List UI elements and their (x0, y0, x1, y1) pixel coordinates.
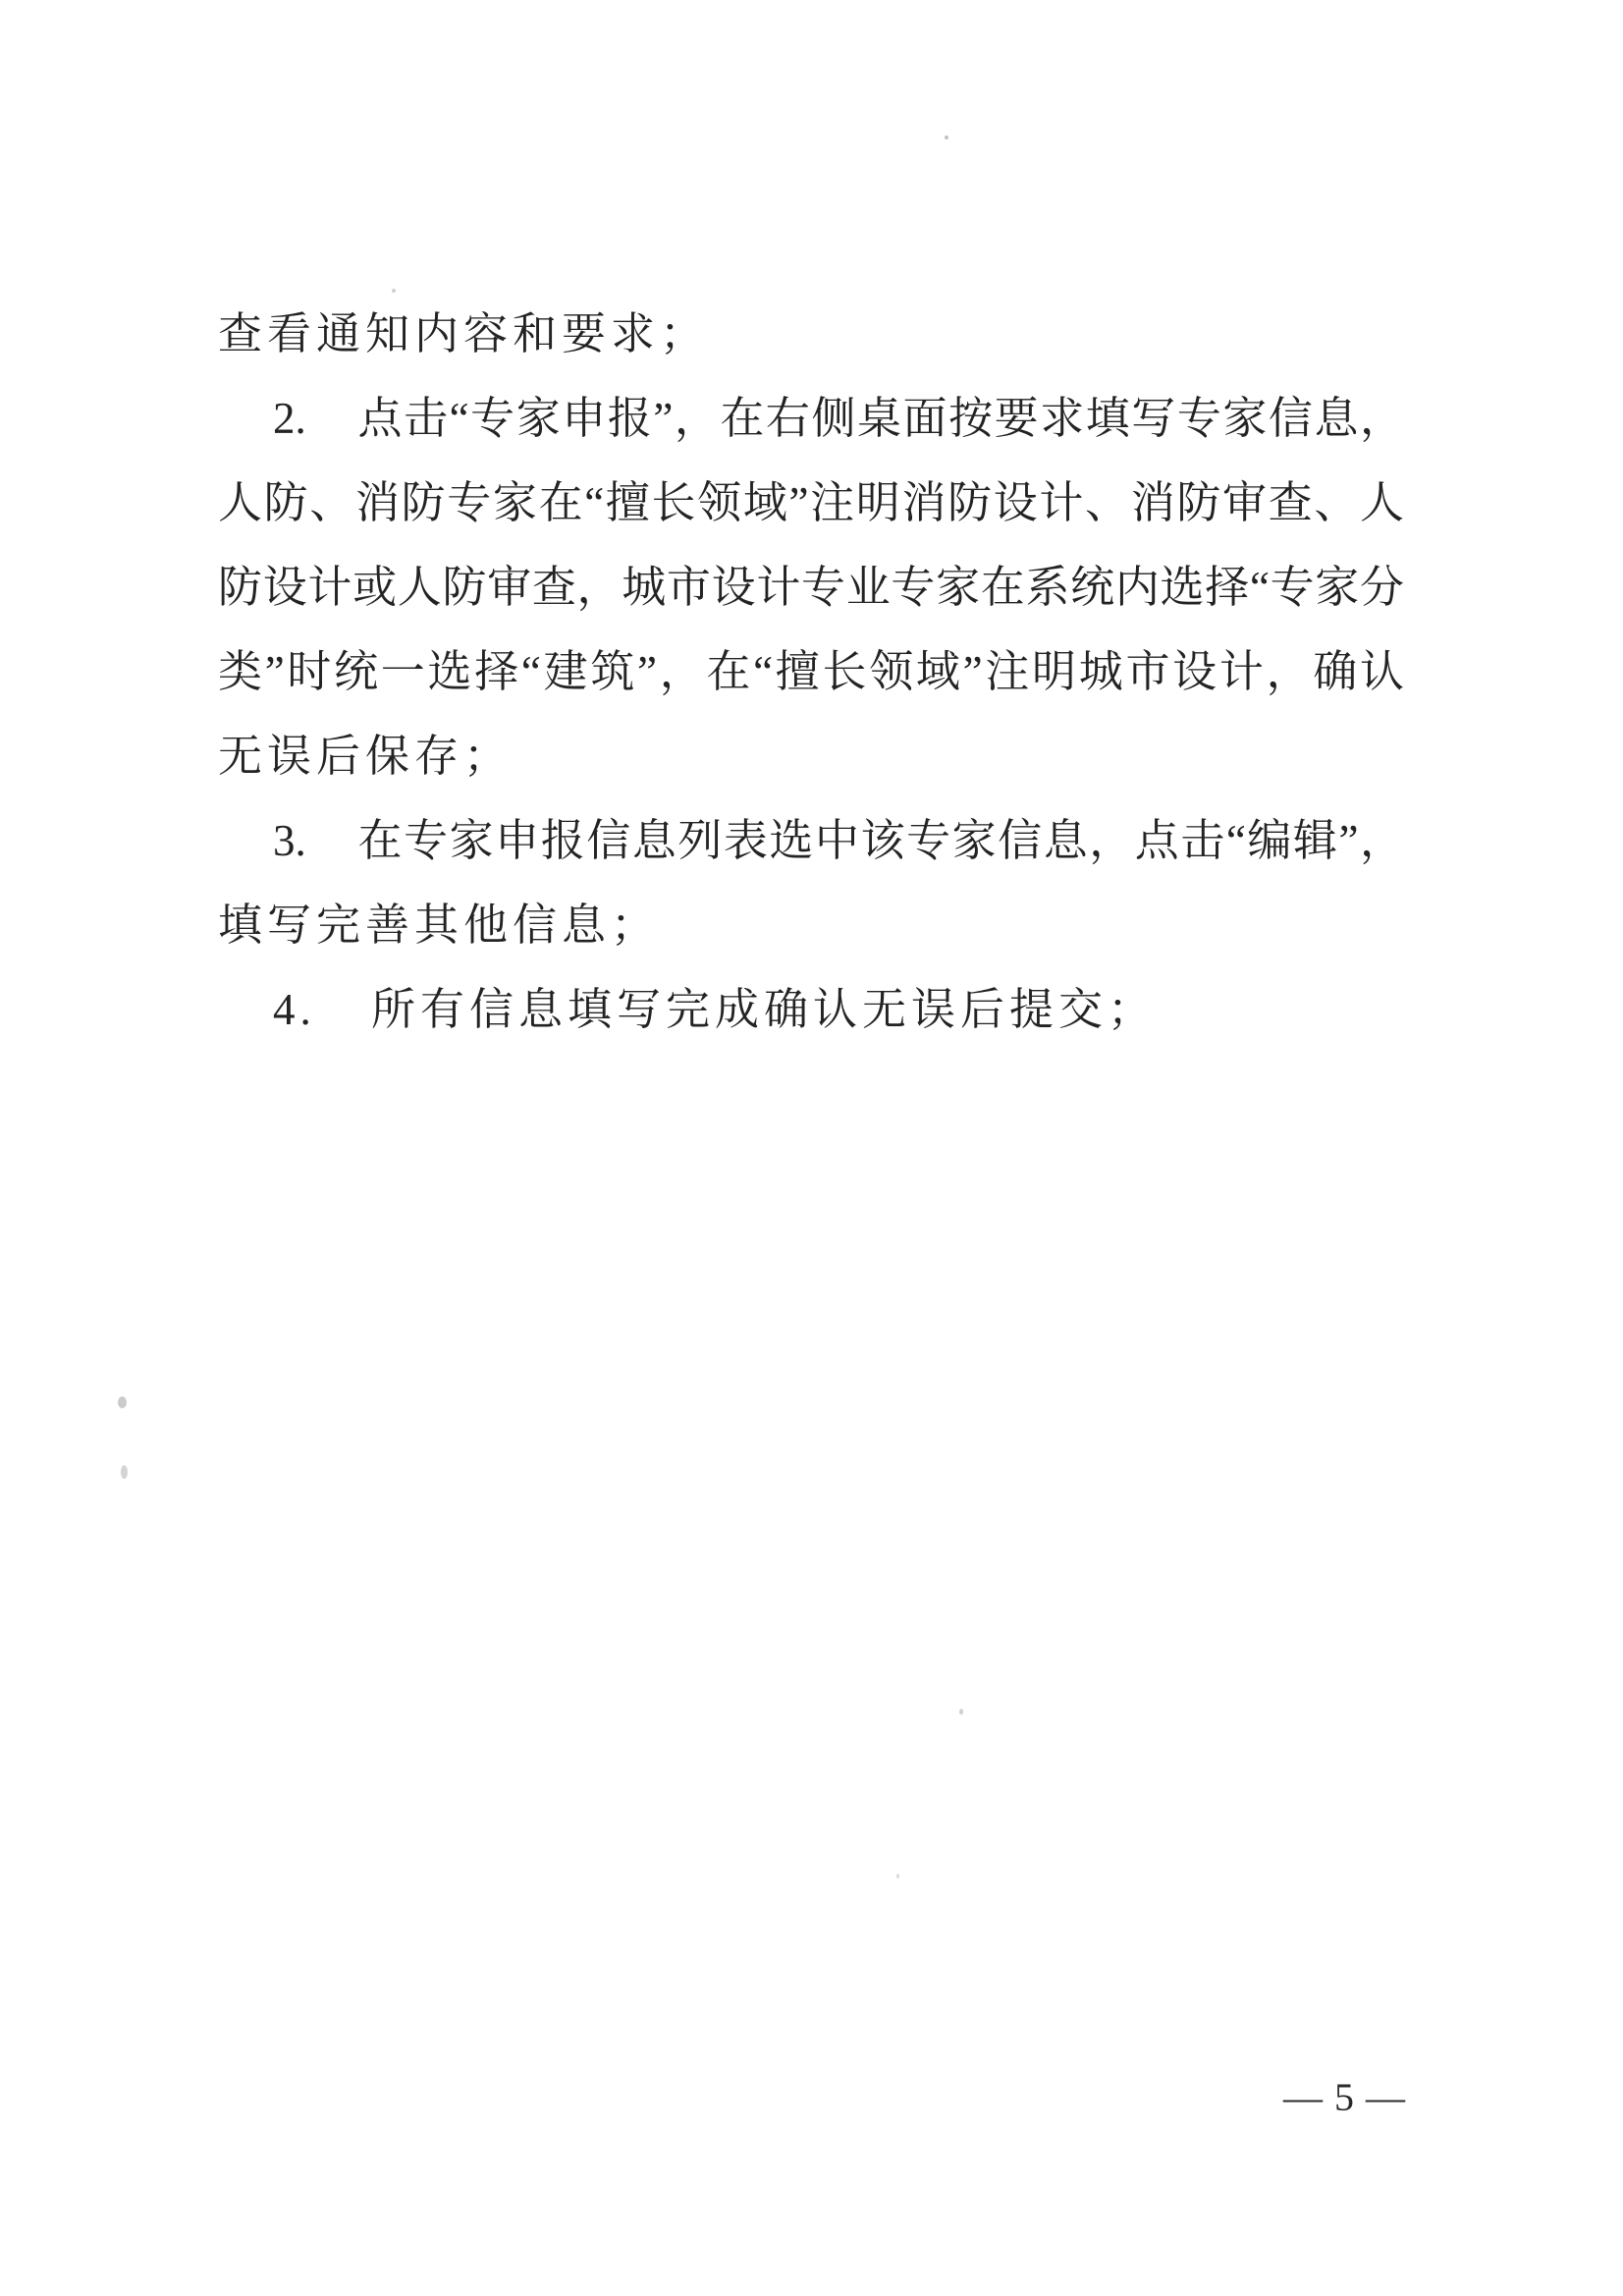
scan-speck (118, 1396, 127, 1408)
scan-speck (959, 1709, 963, 1715)
body-line: 4. 所有信息填写完成确认无误后提交； (273, 985, 1158, 1034)
body-line: 类”时统一选择“建筑”，在“擅长领域”注明城市设计，确认 (218, 647, 1404, 696)
body-line: 无误后保存； (218, 732, 514, 781)
document-body (218, 292, 1404, 1052)
body-line: 2. 点击“专家申报”，在右侧桌面按要求填写专家信息， (273, 394, 1404, 443)
body-line: 查看通知内容和要求； (218, 309, 710, 358)
page-number: — 5 — (1283, 2075, 1406, 2119)
body-line: 人防、消防专家在“擅长领域”注明消防设计、消防审查、人 (218, 478, 1404, 527)
scan-speck (896, 1874, 899, 1879)
body-line: 防设计或人防审查，城市设计专业专家在系统内选择“专家分 (218, 563, 1404, 612)
scan-speck (392, 289, 396, 293)
body-line: 填写完善其他信息； (218, 901, 661, 950)
scan-speck (121, 1465, 128, 1479)
scan-speck (945, 136, 948, 139)
body-line: 3. 在专家申报信息列表选中该专家信息，点击“编辑”， (273, 816, 1404, 865)
